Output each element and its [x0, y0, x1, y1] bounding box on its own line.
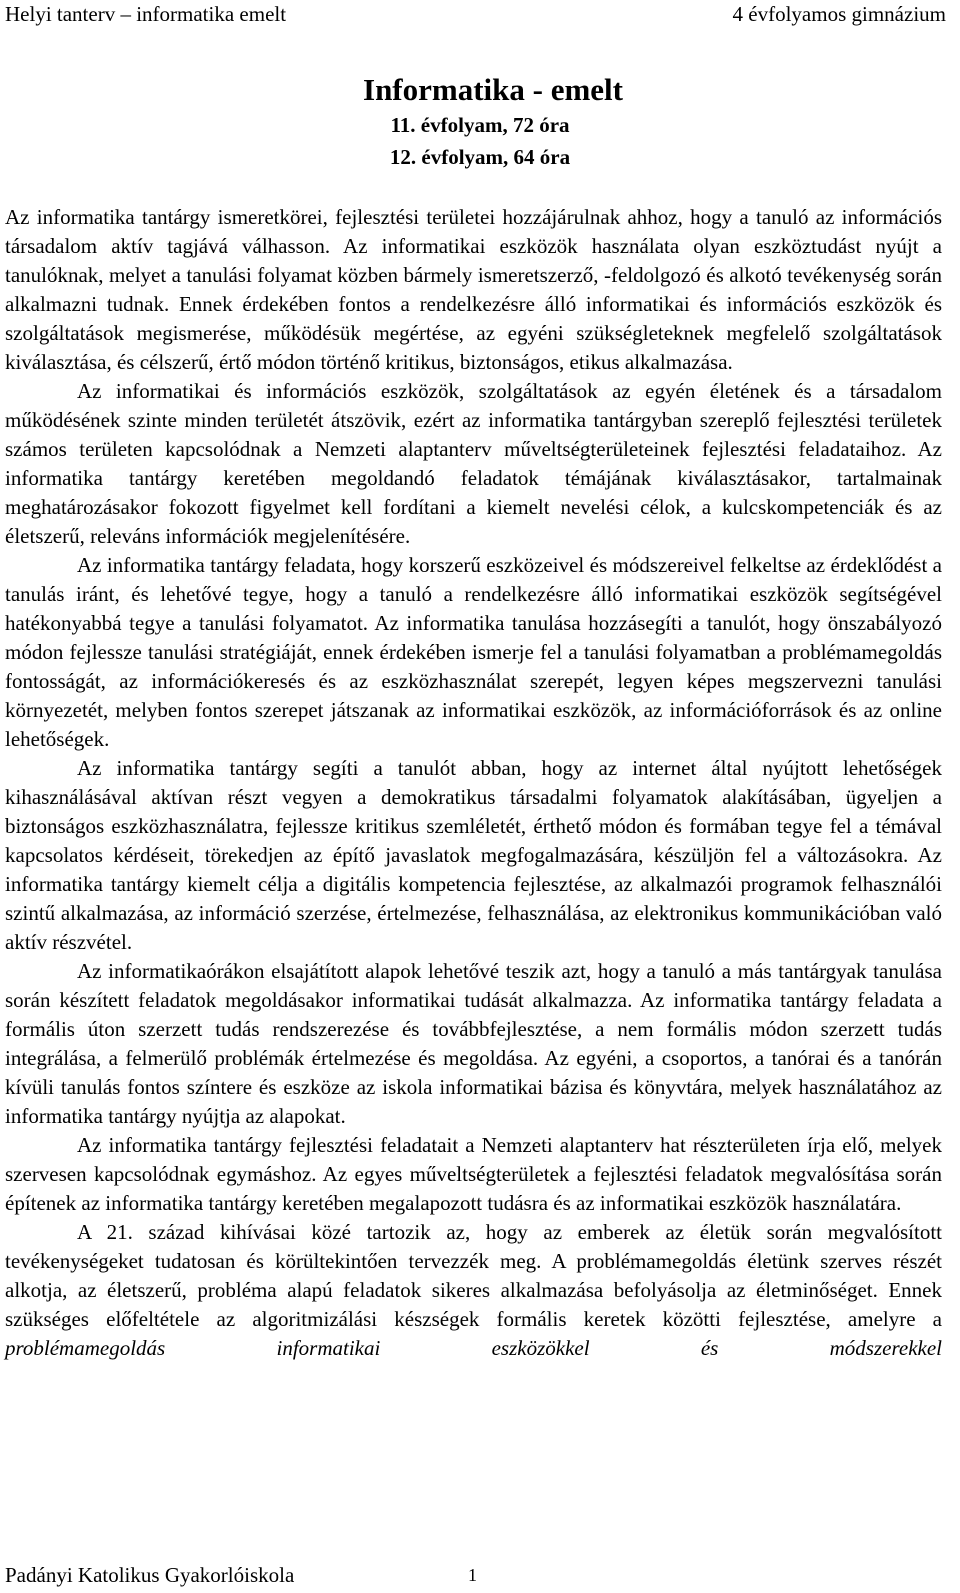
paragraph-1: Az informatika tantárgy ismeretkörei, fejlesztési területei hozzájárulnak ahhoz, hogy a tanuló az információs társadalom aktív tagjává válhasson. Az informatikai eszközök használata olyan eszköztudást nyújt a tanulóknak, melyet a tanulási folyamat közben bármely ismeretszerző, -feldolgozó és alkotó tevékenység során alkalmazni tudnak. Ennek érdekében fontos a rendelkezésre álló informatikai és információs eszközök és szolgáltatások megismerése, működésük megértése, az egyéni szükségleteknek megfelelő szolgáltatások kiválasztása, és célszerű, értő módon történő kritikus, biztonságos, etikus alkalmazása.: [5, 205, 942, 374]
running-header: [5, 0, 946, 30]
grade-11-hours: 11. évfolyam, 72 óra: [390, 113, 570, 137]
paragraph-6: Az informatika tantárgy fejlesztési feladatait a Nemzeti alaptanterv hat részterületen írja elő, melyek szervesen kapcsolódnak egymáshoz. Az egyes műveltségterületek a fejlesztési feladatok megvalósítása során építenek az informatika tantárgy keretében megalapozott tudásra és az informatikai eszközök használatára.: [5, 1133, 942, 1215]
paragraph-7: [5, 1218, 942, 1363]
paragraph-2: Az informatikai és információs eszközök, szolgáltatások az egyén életének és a társadalom működésének szinte minden területét átszövik, ezért az informatika tantárgyban szereplő fejlesztési területek számos területen kapcsolódnak a Nemzeti alaptanterv műveltségterületeinek fejlesztési feladataihoz. Az informatika tantárgy keretében megoldandó feladatok témájának kiválasztásakor, tartalmainak meghatározásakor fokozott figyelmet kell fordítani a kiemelt nevelési célok, a kulcskompetenciák és az életszerű, releváns információk megjelenítésére.: [5, 379, 942, 548]
header-right-text: 4 évfolyamos gimnázium: [732, 2, 946, 26]
paragraph-7-italic-text: problémamegoldás informatikai eszközökkel és módszerekkel: [5, 1336, 942, 1360]
grade-12-hours: 12. évfolyam, 64 óra: [389, 145, 571, 169]
paragraph-7-text: A 21. század kihívásai közé tartozik az, hogy az emberek az életük során megvalósított tevékenységeket tudatosan és körültekintően tervezzék meg. A problémamegoldás életünk szerves részét alkotja, az életszerű, probléma alapú feladatok sikeres alkalmazása befolyásolja az életminőséget. Ennek szükséges előfeltétele az algoritmizálási készségek formális keretek közötti fejlesztése, amelyre a: [5, 1220, 942, 1331]
footer-school-name: Padányi Katolikus Gyakorlóiskola: [5, 1563, 295, 1587]
title-block: [0, 71, 960, 173]
document-title: Informatika - emelt: [363, 72, 623, 107]
header-left-text: Helyi tanterv – informatika emelt: [5, 2, 287, 26]
page-footer: [5, 1561, 477, 1589]
page-number: 1: [468, 1565, 477, 1585]
paragraph-4: Az informatika tantárgy segíti a tanulót abban, hogy az internet által nyújtott lehetőségek kihasználásával aktívan részt vegyen a demokratikus társadalmi folyamatok alakításában, ügyeljen a biztonságos eszközhasználatra, fejlessze kritikus szemléletét, érthető módon és formában tegye fel a témával kapcsolatos kérdéseit, törekedjen az építő javaslatok megfogalmazására, készüljön fel a változásokra. Az informatika tantárgy kiemelt célja a digitális kompetencia fejlesztése, az alkalmazói programok felhasználói szintű alkalmazása, az információ szerzése, értelmezése, felhasználása, az elektronikus kommunikációban való aktív részvétel.: [5, 756, 942, 954]
body-text: [5, 203, 942, 1363]
paragraph-3: Az informatika tantárgy feladata, hogy korszerű eszközeivel és módszereivel felkeltse az érdeklődést a tanulás iránt, és lehetővé tegye, hogy a tanuló a rendelkezésre álló informatikai eszközök segítségével hatékonyabbá tegye a tanulási folyamatot. Az informatika tanulása hozzásegíti a tanulót, hogy önszabályozó módon fejlessze tanulási stratégiáját, ennek érdekében ismerje fel a tanulási folyamatban a problémamegoldás fontosságát, az információkeresés és az eszközhasználat szerepét, legyen képes megszervezni tanulási környezetét, melyben fontos szerepet játszanak az informatikai eszközök, az információforrások és az online lehetőségek.: [5, 553, 942, 751]
paragraph-5: Az informatikaórákon elsajátított alapok lehetővé teszik azt, hogy a tanuló a más tantárgyak tanulása során készített feladatok megoldásakor informatikai tudását alkalmazza. Az informatika tantárgy feladata a formális úton szerzett tudás rendszerezése és továbbfejlesztése, a nem formális módon szerzett tudás integrálása, a felmerülő problémák értelmezése és megoldása. Az egyéni, a csoportos, a tanórai és a tanórán kívüli tanulás fontos színtere és eszköze az iskola informatikai bázisa és könyvtára, melyek használatához az informatika tantárgy nyújtja az alapokat.: [5, 959, 942, 1128]
